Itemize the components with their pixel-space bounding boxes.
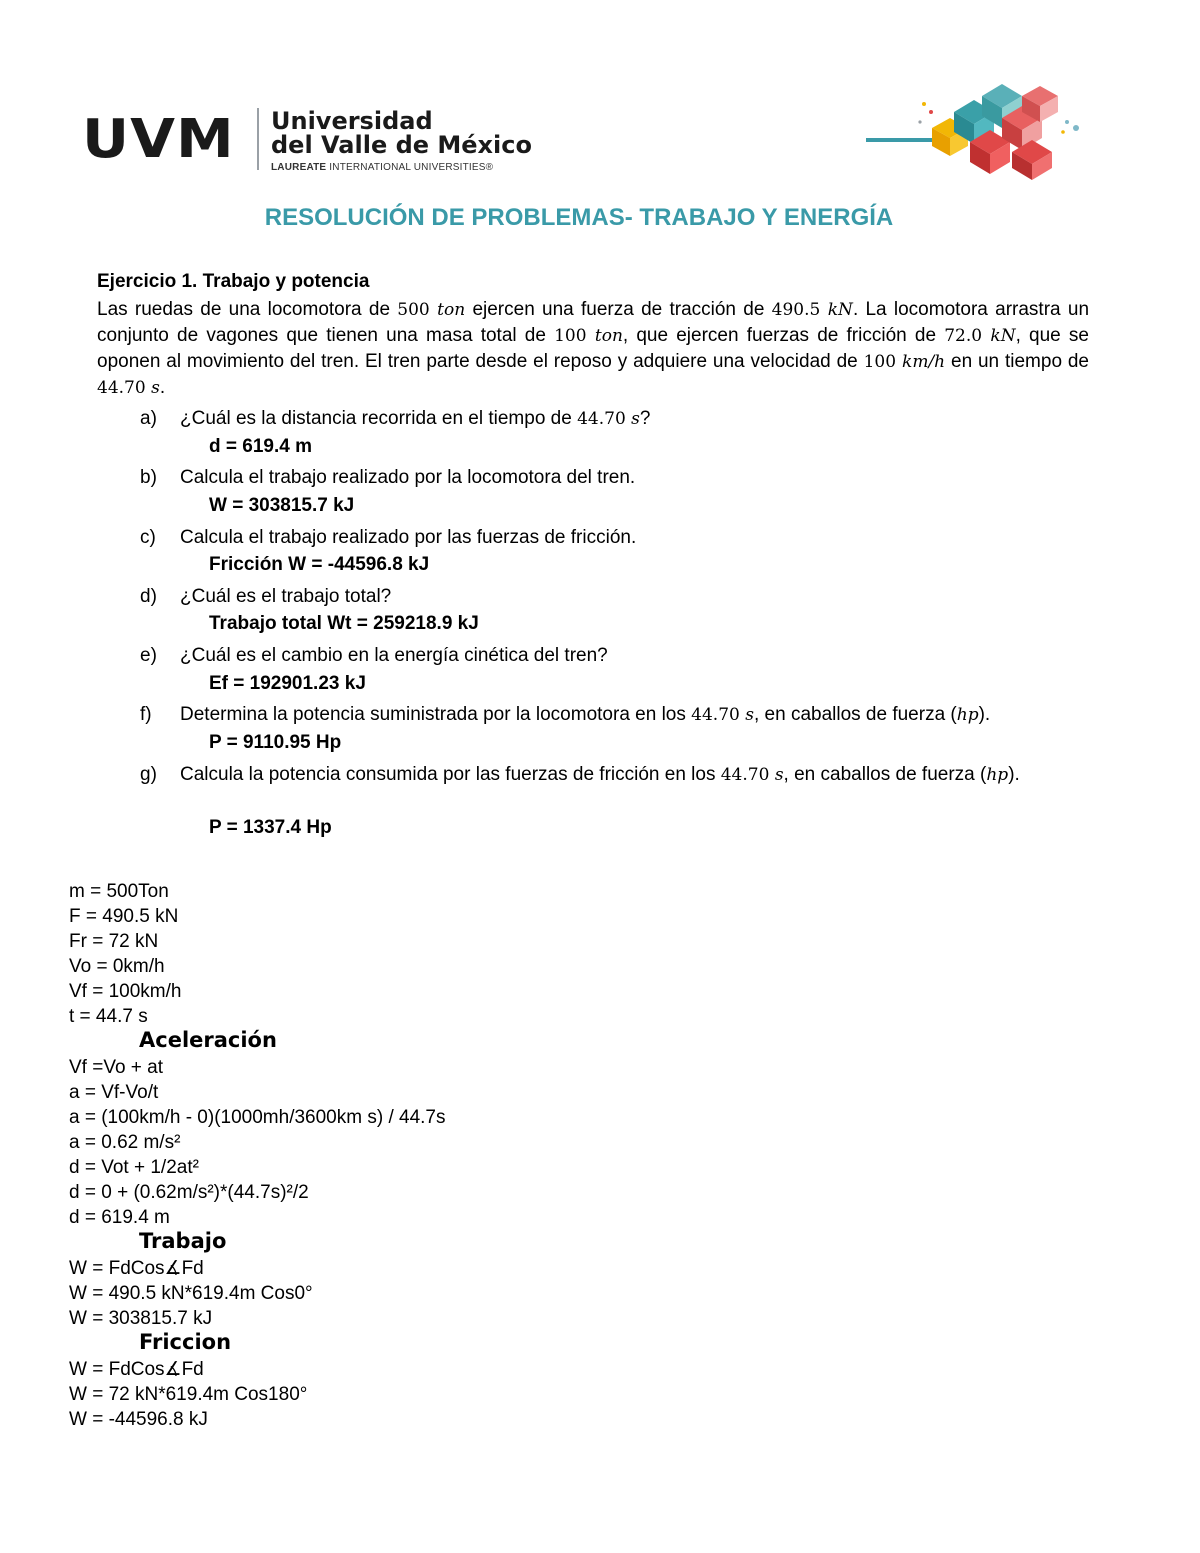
question-label: a) xyxy=(140,408,157,429)
calc-line: W = 490.5 kN*619.4m Cos0° xyxy=(69,1283,313,1304)
calc-line: F = 490.5 kN xyxy=(69,906,179,927)
question-text: ¿Cuál es el trabajo total? xyxy=(180,586,392,607)
math-friction-unit: kN xyxy=(990,326,1016,346)
question-a xyxy=(140,406,1090,432)
math-velocity xyxy=(864,352,946,372)
calc-line: a = (100km/h - 0)(1000mh/3600km s) / 44.7s xyxy=(69,1107,446,1128)
math-unit: s xyxy=(745,705,754,725)
affiliation-rest: INTERNATIONAL UNIVERSITIES® xyxy=(326,162,494,173)
math-wagon-value: 100 xyxy=(554,326,587,346)
heading-friction: Friccion xyxy=(139,1330,232,1354)
math-value: 44.70 xyxy=(577,409,626,429)
question-text-part: Calcula la potencia consumida por las fuerzas de fricción en los xyxy=(180,764,721,785)
calc-line: W = 303815.7 kJ xyxy=(69,1308,213,1329)
math-time xyxy=(721,765,784,785)
question-b xyxy=(140,465,1090,490)
friction-calc xyxy=(69,1357,307,1432)
university-name-line2: del Valle de México xyxy=(271,131,532,159)
question-text xyxy=(180,762,1090,788)
math-friction xyxy=(944,326,1015,346)
question-text-part: , en caballos de fuerza ( xyxy=(783,764,987,785)
math-time-unit: s xyxy=(151,378,160,398)
question-label: e) xyxy=(140,645,157,666)
calc-line: a = 0.62 m/s² xyxy=(69,1132,181,1153)
acceleration-calc xyxy=(69,1055,445,1230)
calc-line: a = Vf-Vo/t xyxy=(69,1082,159,1103)
calc-line: Vf = 100km/h xyxy=(69,981,182,1002)
statement-text: . La locomotora arrastra un conjunto de vagones que tienen una masa total de xyxy=(97,299,1090,346)
question-text-part: Determina la potencia suministrada por la locomotora en los xyxy=(180,704,692,725)
statement-text: Las ruedas de una locomotora de xyxy=(97,299,398,320)
statement-text: en un tiempo de xyxy=(945,351,1090,372)
heading-work: Trabajo xyxy=(139,1229,227,1253)
math-time-value: 44.70 xyxy=(97,378,146,398)
calc-line: W = FdCos∡Fd xyxy=(69,1359,204,1380)
answer-e: Ef = 192901.23 kJ xyxy=(209,673,366,694)
question-label: c) xyxy=(140,527,156,548)
page-title: RESOLUCIÓN DE PROBLEMAS- TRABAJO Y ENERGÍA xyxy=(264,204,894,231)
answer-d: Trabajo total Wt = 259218.9 kJ xyxy=(209,613,479,634)
math-wagon-mass xyxy=(554,326,623,346)
university-affiliation xyxy=(271,162,493,173)
problem-statement xyxy=(97,297,1089,401)
question-text xyxy=(180,406,1090,432)
statement-text: , que ejercen fuerzas de fricción de xyxy=(622,325,945,346)
cubes-graphic xyxy=(862,82,1092,182)
math-friction-value: 72.0 xyxy=(944,326,983,346)
question-label: f) xyxy=(140,704,152,725)
uvm-logo-word: UVM xyxy=(82,107,235,170)
question-label: d) xyxy=(140,586,157,607)
math-unit: s xyxy=(631,409,640,429)
question-text: Calcula el trabajo realizado por las fuerzas de fricción. xyxy=(180,527,637,548)
math-velocity-value: 100 xyxy=(863,352,897,372)
math-force-value: 490.5 xyxy=(771,300,821,320)
question-text-part: ). xyxy=(1008,764,1020,785)
calc-line: t = 44.7 s xyxy=(69,1006,148,1027)
math-unit: s xyxy=(774,765,784,785)
math-mass-value: 500 xyxy=(397,300,430,320)
statement-text: , que se oponen al movimiento del tren. El tren parte desde el reposo y adquiere una velocidad de xyxy=(97,325,1089,372)
math-value: 44.70 xyxy=(720,765,770,785)
math-time xyxy=(97,378,160,398)
statement-text: . xyxy=(159,377,166,398)
question-d xyxy=(140,584,1090,609)
math-time xyxy=(691,705,754,725)
math-hp: hp xyxy=(956,705,979,725)
question-g xyxy=(140,762,1090,788)
given-data xyxy=(69,879,181,1029)
math-value: 44.70 xyxy=(691,705,740,725)
math-mass xyxy=(397,300,465,320)
answer-g: P = 1337.4 Hp xyxy=(209,817,332,838)
question-text-part: ? xyxy=(639,408,651,429)
question-e xyxy=(140,643,1090,668)
math-velocity-unit: km/h xyxy=(902,352,946,372)
calc-line: d = Vot + 1/2at² xyxy=(69,1157,199,1178)
work-calc xyxy=(69,1256,313,1331)
answer-c: Fricción W = -44596.8 kJ xyxy=(209,554,430,575)
question-text-part: ). xyxy=(978,704,991,725)
calc-line: d = 0 + (0.62m/s²)*(44.7s)²/2 xyxy=(69,1182,309,1203)
heading-acceleration: Aceleración xyxy=(139,1028,277,1052)
question-text-part: ¿Cuál es la distancia recorrida en el tiempo de xyxy=(180,408,578,429)
math-force xyxy=(772,300,853,320)
answer-a: d = 619.4 m xyxy=(209,436,312,457)
calc-line: m = 500Ton xyxy=(69,881,169,902)
math-hp: hp xyxy=(986,765,1009,785)
question-f xyxy=(140,702,1090,728)
math-time xyxy=(577,409,640,429)
question-text-part: , en caballos de fuerza ( xyxy=(753,704,957,725)
university-name-line1: Universidad xyxy=(271,107,433,135)
logo-divider xyxy=(257,108,259,170)
answer-f: P = 9110.95 Hp xyxy=(209,732,342,753)
math-force-unit: kN xyxy=(827,300,853,320)
question-label: b) xyxy=(140,467,157,488)
calc-line: W = FdCos∡Fd xyxy=(69,1258,204,1279)
calc-line: Vf =Vo + at xyxy=(69,1057,164,1078)
calc-line: W = 72 kN*619.4m Cos180° xyxy=(69,1384,308,1405)
affiliation-bold: LAUREATE xyxy=(271,162,327,173)
calc-line: W = -44596.8 kJ xyxy=(69,1409,208,1430)
answer-b: W = 303815.7 kJ xyxy=(209,495,355,516)
math-mass-unit: ton xyxy=(437,300,466,320)
question-text: ¿Cuál es el cambio en la energía cinética del tren? xyxy=(180,645,608,666)
question-text xyxy=(180,702,1090,728)
exercise-heading: Ejercicio 1. Trabajo y potencia xyxy=(97,271,370,292)
math-wagon-unit: ton xyxy=(594,326,623,346)
question-text: Calcula el trabajo realizado por la locomotora del tren. xyxy=(180,467,636,488)
calc-line: Vo = 0km/h xyxy=(69,956,165,977)
statement-text: ejercen una fuerza de tracción de xyxy=(465,299,772,320)
calc-line: d = 619.4 m xyxy=(69,1207,170,1228)
calc-line: Fr = 72 kN xyxy=(69,931,159,952)
question-c xyxy=(140,525,1090,550)
question-label: g) xyxy=(140,764,157,785)
